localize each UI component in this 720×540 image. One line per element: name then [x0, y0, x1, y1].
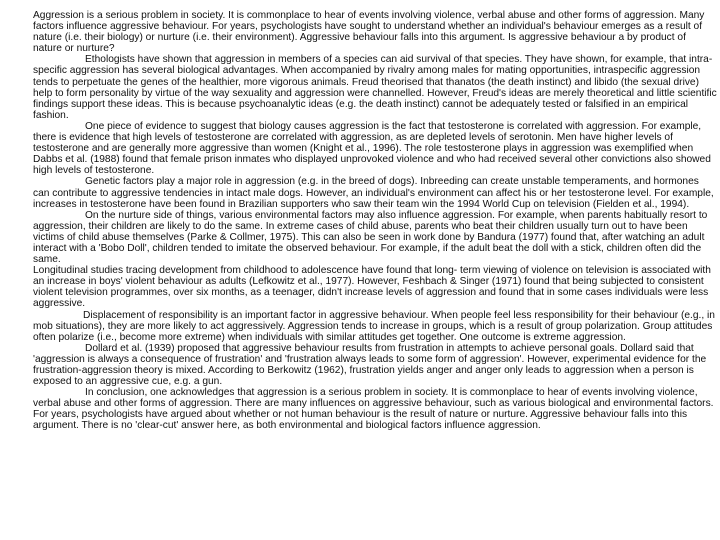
document-body: [33, 10, 717, 432]
paragraph-longitudinal: Longitudinal studies tracing development from childhood to adolescence have found that long- term viewing of violence on television is associated with an increase in boys' violent behaviour as adults (Lefkowitz et al., 1977). However, Feshbach & Singer (1971) found that being subjected to consistent violent television programmes, over six months, as a teenager, didn't increase levels of aggression and found that in some cases individuals were less aggressive.: [33, 265, 711, 310]
paragraph-genetic-factors: Genetic factors play a major role in aggression (e.g. in the breed of dogs). Inbreeding can create unstable temperaments, and hormones can contribute to aggressive tendencies in intact male dogs. However, an individual's environment can affect his or her testosterone level. For example, increases in testosterone have been found in Brazilian supporters who saw their team win the 1994 World Cup on television (Fielden et al., 1994).: [33, 176, 714, 210]
paragraph-frustration: Dollard et al. (1939) proposed that aggressive behaviour results from frustration in attempts to achieve personal goals. Dollard said that 'aggression is always a consequence of frustration' and 'frustration always leads to some form of aggression'. However, experimental evidence for the frustration-aggression theory is mixed. According to Berkowitz (1962), frustration yields anger and anger only leads to aggression when a person is exposed to an aggressive cue, e.g. a gun.: [33, 342, 707, 388]
paragraph-displacement: Displacement of responsibility is an important factor in aggressive behaviour. When people feel less responsibility for their behaviour (e.g., in mob situations), they are more likely to act aggressively. Aggression tends to increase in groups, which is a result of group polarization. Group attitudes often polarize (i.e., become more extreme) when individuals with similar attitudes get together. One outcome is extreme aggression.: [33, 309, 715, 343]
paragraph-nurture: On the nurture side of things, various environmental factors may also influence aggression. For example, when parents habitually resort to aggression, their children are likely to do the same. In extreme cases of child abuse, parents who beat their children usually turn out to have been victims of child abuse themselves (Parke & Collmer, 1975). This can also be seen in work done by Bandura (1977) found that, after watching an adult interact with a 'Bobo Doll', children tended to imitate the observed behaviour. For example, if the adult beat the doll with a stick, children often did the same.: [33, 209, 708, 266]
paragraph-introduction: Aggression is a serious problem in society. It is commonplace to hear of events involving violence, verbal abuse and other forms of aggression. Many factors influence aggressive behaviour. For years, psychologists have sought to understand whether an individual's behaviour emerges as a result of nature (i.e. their biology) or nurture (i.e. their environment). Aggressive behaviour falls into this argument. Is aggressive behaviour a by product of nature or nurture?: [33, 10, 705, 55]
paragraph-ethologists: Ethologists have shown that aggression in members of a species can aid survival of that species. They have shown, for example, that intra-specific aggression has several biological advantages. When accompanied by rivalry among males for mating opportunities, intraspecific aggression tends to perpetuate the genes of the healthier, more vigorous animals. Freud theorised that thanatos (the death instinct) and libido (the sexual drive) help to form personality by virtue of the way sexuality and aggression were channelled. However, Freud's ideas are merely theoretical and little scientific findings support these ideas. This is because psychoanalytic ideas (e.g. the death instinct) cannot be adequately tested or falsified in an empirical fashion.: [33, 54, 717, 121]
paragraph-testosterone: One piece of evidence to suggest that biology causes aggression is the fact that testosterone is correlated with aggression. For example, there is evidence that high levels of testosterone are correlated with aggression, as are depleted levels of serotonin. Men have higher levels of testosterone and are generally more aggressive than women (Knight et al., 1996). The role testosterone plays in aggression was exemplified when Dabbs et al. (1988) found that female prison inmates who displayed unprovoked violence and who had received several other convictions also showed high levels of testosterone.: [33, 120, 711, 177]
paragraph-conclusion: In conclusion, one acknowledges that aggression is a serious problem in society. It is commonplace to hear of events involving violence, verbal abuse and other forms of aggression. There are many influences on aggressive behaviour, such as various biological and environmental factors. For years, psychologists have argued about whether or not human behaviour is the result of nature or nurture. Aggressive behaviour falls into this argument. There is no 'clear-cut' answer here, as both environmental and biological factors influence aggression.: [33, 387, 714, 432]
